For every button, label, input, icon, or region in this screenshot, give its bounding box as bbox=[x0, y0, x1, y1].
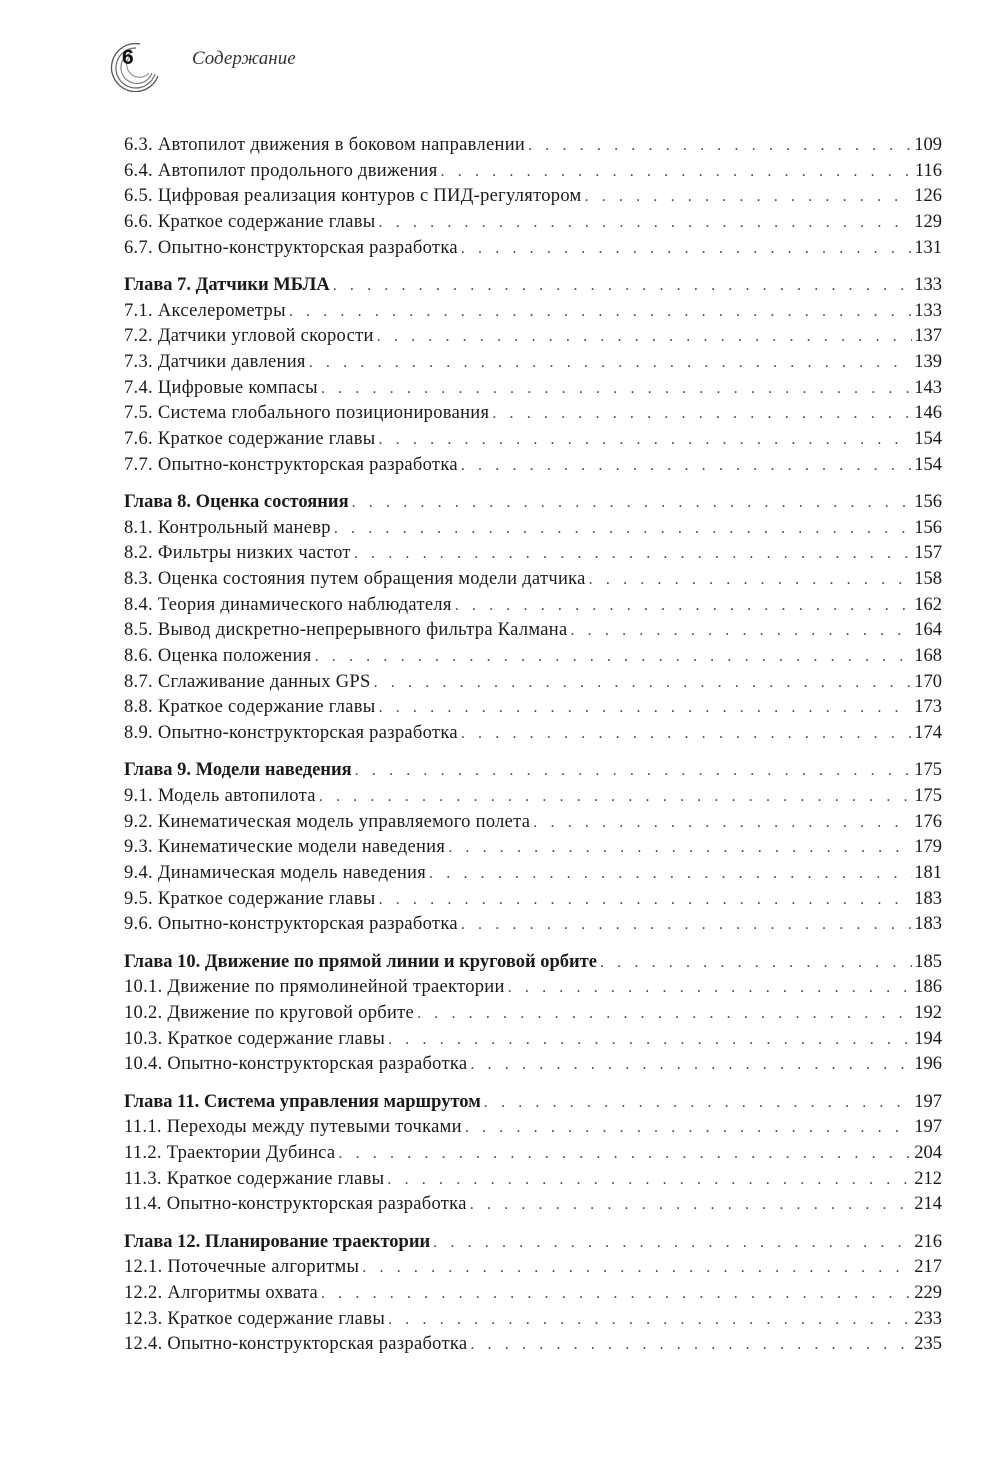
dot-leader bbox=[334, 516, 912, 542]
toc-section-entry[interactable] bbox=[124, 1027, 942, 1053]
section-title: 9.6. Опытно-конструкторская разработка bbox=[124, 914, 458, 935]
page-number-ref: 214 bbox=[914, 1194, 942, 1215]
dot-leader bbox=[352, 490, 913, 516]
toc-section-entry[interactable] bbox=[124, 159, 942, 185]
toc-section-entry[interactable] bbox=[124, 1052, 942, 1078]
toc-section-entry[interactable] bbox=[124, 670, 942, 696]
toc-section-entry[interactable] bbox=[124, 567, 942, 593]
dot-leader bbox=[429, 861, 912, 887]
page-number-ref: 129 bbox=[914, 212, 942, 233]
toc-group bbox=[124, 758, 942, 938]
dot-leader bbox=[585, 184, 913, 210]
toc-group bbox=[124, 950, 942, 1078]
toc-group bbox=[124, 490, 942, 747]
section-title: 6.4. Автопилот продольного движения bbox=[124, 160, 438, 181]
section-title: 6.6. Краткое содержание главы bbox=[124, 212, 376, 233]
section-title: 8.7. Сглаживание данных GPS bbox=[124, 671, 371, 692]
section-title: 8.5. Вывод дискретно-непрерывного фильтра Калмана bbox=[124, 620, 568, 641]
page-number-ref: 139 bbox=[914, 352, 942, 372]
toc-section-entry[interactable] bbox=[124, 835, 942, 861]
toc-section-entry[interactable] bbox=[124, 324, 942, 350]
page-number-ref: 183 bbox=[914, 888, 942, 909]
chapter-title: Глава 8. Оценка состояния bbox=[124, 491, 349, 512]
dot-leader bbox=[433, 1230, 912, 1256]
chapter-title: Глава 10. Движение по прямой линии и круговой орбите bbox=[124, 951, 597, 972]
page-number-ref: 192 bbox=[914, 1003, 942, 1023]
toc-section-entry[interactable] bbox=[124, 1167, 942, 1193]
dot-leader bbox=[289, 299, 912, 325]
dot-leader bbox=[533, 810, 912, 836]
section-title: 7.5. Система глобального позиционирования bbox=[124, 403, 490, 424]
page-number-ref: 133 bbox=[914, 274, 942, 295]
dot-leader bbox=[570, 618, 912, 644]
dot-leader bbox=[315, 644, 913, 670]
chapter-title: Глава 12. Планирование траектории bbox=[124, 1231, 431, 1252]
page-number-ref: 176 bbox=[914, 811, 942, 832]
page-number-ref: 229 bbox=[914, 1282, 942, 1303]
page-number-ref: 216 bbox=[914, 1231, 942, 1252]
page-number-ref: 181 bbox=[914, 863, 942, 884]
section-title: 9.3. Кинематические модели наведения bbox=[124, 837, 446, 858]
toc-section-entry[interactable] bbox=[124, 401, 942, 427]
table-of-contents bbox=[124, 133, 942, 1369]
toc-section-entry[interactable] bbox=[124, 299, 942, 325]
section-title: 10.1. Движение по прямолинейной траектории bbox=[124, 977, 505, 998]
toc-section-entry[interactable] bbox=[124, 975, 942, 1001]
dot-leader bbox=[388, 1027, 912, 1053]
dot-leader bbox=[508, 975, 913, 1001]
section-title: 12.2. Алгоритмы охвата bbox=[124, 1282, 318, 1303]
page-number-ref: 212 bbox=[914, 1168, 942, 1189]
dot-leader bbox=[374, 670, 913, 696]
dot-leader bbox=[321, 1281, 912, 1307]
toc-group bbox=[124, 273, 942, 479]
toc-chapter-entry[interactable] bbox=[124, 950, 942, 976]
dot-leader bbox=[461, 453, 912, 479]
section-title: 6.3. Автопилот движения в боковом направлении bbox=[124, 135, 526, 155]
page-number-ref: 233 bbox=[914, 1308, 942, 1329]
dot-leader bbox=[362, 1255, 912, 1281]
section-title: 10.3. Краткое содержание главы bbox=[124, 1028, 386, 1049]
section-title: 11.3. Краткое содержание главы bbox=[124, 1168, 385, 1189]
page-number-ref: 133 bbox=[914, 300, 942, 321]
section-title: 12.1. Поточечные алгоритмы bbox=[124, 1257, 360, 1278]
dot-leader bbox=[379, 210, 913, 236]
page-number-ref: 186 bbox=[914, 977, 942, 998]
page-number-ref: 143 bbox=[914, 377, 942, 398]
dot-leader bbox=[379, 427, 913, 453]
dot-leader bbox=[319, 784, 913, 810]
section-title: 9.1. Модель автопилота bbox=[124, 786, 316, 806]
toc-section-entry[interactable] bbox=[124, 695, 942, 721]
toc-group bbox=[124, 133, 942, 261]
section-title: 7.6. Краткое содержание главы bbox=[124, 429, 376, 450]
toc-section-entry[interactable] bbox=[124, 1141, 942, 1167]
page-number-ref: 156 bbox=[914, 491, 942, 512]
page-number-ref: 197 bbox=[914, 1117, 942, 1138]
page-number-ref: 162 bbox=[914, 594, 942, 615]
page-number-ref: 109 bbox=[914, 135, 942, 155]
page-number-ref: 157 bbox=[914, 543, 942, 564]
section-title: 8.8. Краткое содержание главы bbox=[124, 697, 376, 718]
page-number-ref: 183 bbox=[914, 914, 942, 935]
toc-group bbox=[124, 1230, 942, 1358]
page-number-ref: 179 bbox=[914, 837, 942, 858]
section-title: 12.3. Краткое содержание главы bbox=[124, 1308, 386, 1329]
dot-leader bbox=[309, 350, 913, 376]
page-number-ref: 174 bbox=[914, 723, 942, 744]
page-number-ref: 154 bbox=[914, 454, 942, 475]
toc-chapter-entry[interactable] bbox=[124, 758, 942, 784]
toc-section-entry[interactable] bbox=[124, 593, 942, 619]
page-number-ref: 204 bbox=[914, 1142, 942, 1163]
dot-leader bbox=[417, 1001, 912, 1027]
dot-leader bbox=[470, 1332, 912, 1358]
dot-leader bbox=[448, 835, 912, 861]
section-title: 11.4. Опытно-конструкторская разработка bbox=[124, 1194, 467, 1215]
page-number-ref: 175 bbox=[914, 760, 942, 781]
page-number-ref: 168 bbox=[914, 646, 942, 667]
dot-leader bbox=[388, 1307, 912, 1333]
dot-leader bbox=[441, 159, 913, 185]
toc-section-entry[interactable] bbox=[124, 887, 942, 913]
toc-section-entry[interactable] bbox=[124, 1307, 942, 1333]
page-number-ref: 170 bbox=[914, 671, 942, 692]
page-number-ref: 185 bbox=[914, 951, 942, 972]
toc-section-entry[interactable] bbox=[124, 427, 942, 453]
dot-leader bbox=[461, 912, 912, 938]
section-title: 12.4. Опытно-конструкторская разработка bbox=[124, 1334, 468, 1355]
dot-leader bbox=[321, 376, 912, 402]
section-title: 6.5. Цифровая реализация контуров с ПИД-регулятором bbox=[124, 186, 582, 207]
toc-section-entry[interactable] bbox=[124, 1192, 942, 1218]
chapter-title: Глава 11. Система управления маршрутом bbox=[124, 1091, 481, 1112]
section-title: 7.3. Датчики давления bbox=[124, 352, 306, 372]
dot-leader bbox=[379, 887, 913, 913]
toc-chapter-entry[interactable] bbox=[124, 490, 942, 516]
chapter-title: Глава 7. Датчики МБЛА bbox=[124, 274, 330, 295]
toc-section-entry[interactable] bbox=[124, 133, 942, 159]
page-number-ref: 154 bbox=[914, 429, 942, 450]
toc-section-entry[interactable] bbox=[124, 1115, 942, 1141]
running-title: Содержание bbox=[192, 48, 296, 69]
dot-leader bbox=[470, 1192, 913, 1218]
page-number: 6 bbox=[122, 46, 134, 69]
section-title: 8.4. Теория динамического наблюдателя bbox=[124, 594, 452, 615]
dot-leader bbox=[387, 1167, 912, 1193]
toc-section-entry[interactable] bbox=[124, 516, 942, 542]
toc-group bbox=[124, 1090, 942, 1218]
chapter-title: Глава 9. Модели наведения bbox=[124, 760, 352, 781]
page-header bbox=[100, 36, 400, 96]
section-title: 11.2. Траектории Дубинса bbox=[124, 1142, 336, 1163]
dot-leader bbox=[333, 273, 913, 299]
page-number-ref: 235 bbox=[914, 1334, 942, 1355]
page-number-ref: 197 bbox=[914, 1091, 942, 1112]
dot-leader bbox=[455, 593, 913, 619]
dot-leader bbox=[355, 758, 913, 784]
section-title: 11.1. Переходы между путевыми точками bbox=[124, 1117, 462, 1138]
toc-section-entry[interactable] bbox=[124, 810, 942, 836]
page-number-ref: 137 bbox=[914, 326, 942, 347]
section-title: 8.1. Контрольный маневр bbox=[124, 517, 331, 538]
toc-section-entry[interactable] bbox=[124, 350, 942, 376]
section-title: 8.9. Опытно-конструкторская разработка bbox=[124, 723, 458, 744]
toc-section-entry[interactable] bbox=[124, 912, 942, 938]
dot-leader bbox=[379, 695, 913, 721]
page-number-ref: 146 bbox=[914, 403, 942, 424]
section-title: 10.2. Движение по круговой орбите bbox=[124, 1003, 415, 1023]
toc-section-entry[interactable] bbox=[124, 1255, 942, 1281]
page-number-ref: 217 bbox=[914, 1257, 942, 1278]
toc-section-entry[interactable] bbox=[124, 644, 942, 670]
section-title: 8.3. Оценка состояния путем обращения модели датчика bbox=[124, 569, 586, 589]
toc-chapter-entry[interactable] bbox=[124, 1090, 942, 1116]
section-title: 10.4. Опытно-конструкторская разработка bbox=[124, 1054, 468, 1075]
page-number-ref: 158 bbox=[914, 569, 942, 589]
dot-leader bbox=[354, 541, 912, 567]
page-number-ref: 156 bbox=[914, 517, 942, 538]
dot-leader bbox=[377, 324, 913, 350]
toc-section-entry[interactable] bbox=[124, 1001, 942, 1027]
page-number-ref: 196 bbox=[914, 1054, 942, 1075]
section-title: 9.2. Кинематическая модель управляемого полета bbox=[124, 811, 531, 832]
page-number-ref: 126 bbox=[914, 186, 942, 207]
page-number-ref: 164 bbox=[914, 620, 942, 641]
dot-leader bbox=[461, 721, 912, 747]
dot-leader bbox=[484, 1090, 912, 1116]
toc-section-entry[interactable] bbox=[124, 210, 942, 236]
section-title: 7.1. Акселерометры bbox=[124, 300, 286, 321]
page-number-ref: 116 bbox=[914, 160, 942, 181]
dot-leader bbox=[492, 401, 912, 427]
section-title: 8.2. Фильтры низких частот bbox=[124, 543, 351, 564]
toc-section-entry[interactable] bbox=[124, 236, 942, 262]
dot-leader bbox=[461, 236, 912, 262]
toc-section-entry[interactable] bbox=[124, 376, 942, 402]
toc-section-entry[interactable] bbox=[124, 784, 942, 810]
section-title: 7.2. Датчики угловой скорости bbox=[124, 326, 374, 347]
toc-chapter-entry[interactable] bbox=[124, 1230, 942, 1256]
dot-leader bbox=[470, 1052, 912, 1078]
dot-leader bbox=[338, 1141, 912, 1167]
toc-section-entry[interactable] bbox=[124, 184, 942, 210]
dot-leader bbox=[600, 950, 912, 976]
section-title: 7.7. Опытно-конструкторская разработка bbox=[124, 454, 458, 475]
dot-leader bbox=[528, 133, 912, 159]
section-title: 7.4. Цифровые компасы bbox=[124, 377, 318, 398]
toc-section-entry[interactable] bbox=[124, 721, 942, 747]
toc-section-entry[interactable] bbox=[124, 453, 942, 479]
page-number-ref: 194 bbox=[914, 1028, 942, 1049]
section-title: 9.5. Краткое содержание главы bbox=[124, 888, 376, 909]
dot-leader bbox=[465, 1115, 912, 1141]
toc-section-entry[interactable] bbox=[124, 541, 942, 567]
section-title: 8.6. Оценка положения bbox=[124, 646, 312, 667]
dot-leader bbox=[589, 567, 913, 593]
page-number-ref: 131 bbox=[914, 237, 942, 258]
toc-section-entry[interactable] bbox=[124, 861, 942, 887]
toc-section-entry[interactable] bbox=[124, 1281, 942, 1307]
toc-section-entry[interactable] bbox=[124, 1332, 942, 1358]
section-title: 9.4. Динамическая модель наведения bbox=[124, 863, 427, 884]
toc-section-entry[interactable] bbox=[124, 618, 942, 644]
page-number-ref: 173 bbox=[914, 697, 942, 718]
section-title: 6.7. Опытно-конструкторская разработка bbox=[124, 237, 458, 258]
page-number-ref: 175 bbox=[914, 786, 942, 806]
toc-chapter-entry[interactable] bbox=[124, 273, 942, 299]
